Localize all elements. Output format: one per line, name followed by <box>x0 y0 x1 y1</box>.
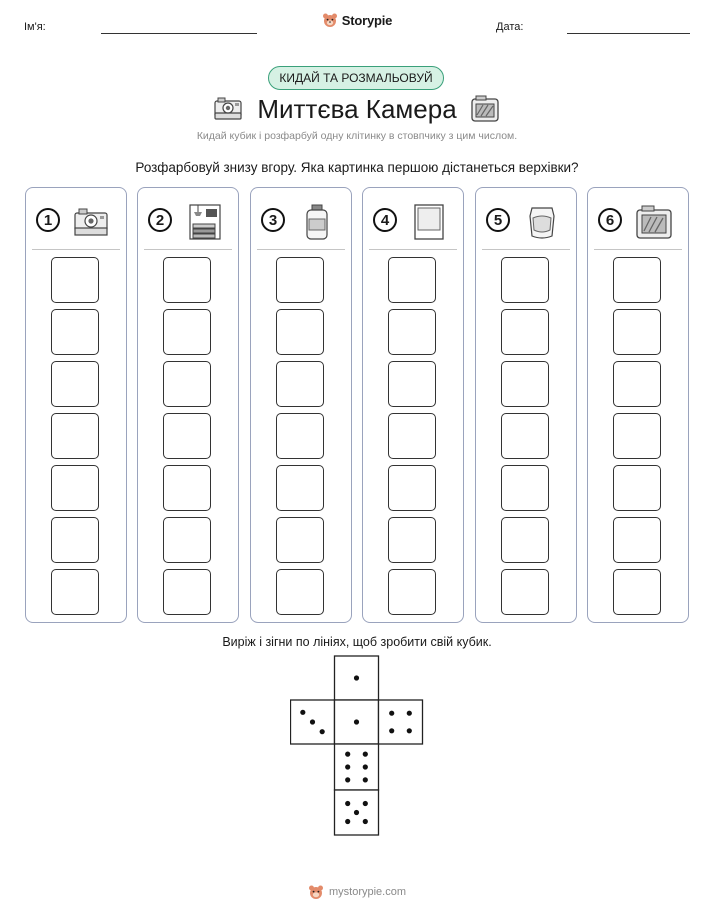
date-label: Дата: <box>496 21 524 33</box>
color-cell[interactable] <box>163 361 211 407</box>
column-5 <box>475 187 577 623</box>
column-3 <box>250 187 352 623</box>
die-pip <box>407 728 412 733</box>
color-cell[interactable] <box>501 465 549 511</box>
die-pip <box>363 777 368 782</box>
color-cell[interactable] <box>51 517 99 563</box>
instant-photo-icon <box>409 204 449 240</box>
date-line <box>567 33 690 34</box>
color-cell[interactable] <box>501 361 549 407</box>
column-number: 3 <box>261 208 285 232</box>
color-cell[interactable] <box>388 309 436 355</box>
color-cell[interactable] <box>51 361 99 407</box>
bear-face-icon <box>322 12 338 28</box>
column-divider <box>369 249 457 250</box>
column-header <box>486 204 568 238</box>
column-4 <box>362 187 464 623</box>
color-cell[interactable] <box>163 465 211 511</box>
column-divider <box>144 249 232 250</box>
die-pip <box>363 764 368 769</box>
cut-instruction: Виріж і зігни по лініях, щоб зробити свій кубик. <box>222 635 492 649</box>
color-cell[interactable] <box>276 413 324 459</box>
color-cell[interactable] <box>501 413 549 459</box>
color-cell[interactable] <box>163 257 211 303</box>
column-number: 1 <box>36 208 60 232</box>
instant-camera-icon <box>72 204 112 240</box>
column-header <box>598 204 680 238</box>
footer-site: mystorypie.com <box>328 886 407 898</box>
column-divider <box>257 249 345 250</box>
color-cell[interactable] <box>388 569 436 615</box>
color-cell[interactable] <box>613 465 661 511</box>
color-cell[interactable] <box>501 569 549 615</box>
die-face-right <box>379 700 423 744</box>
color-cell[interactable] <box>163 569 211 615</box>
color-cell[interactable] <box>163 309 211 355</box>
column-1 <box>25 187 127 623</box>
column-number: 4 <box>373 208 397 232</box>
color-cell[interactable] <box>388 257 436 303</box>
die-pip <box>345 801 350 806</box>
die-face-lower <box>335 744 379 790</box>
color-cell[interactable] <box>613 361 661 407</box>
column-6 <box>587 187 689 623</box>
column-number: 5 <box>486 208 510 232</box>
activity-badge: КИДАЙ ТА РОЗМАЛЬОВУЙ <box>268 66 444 90</box>
page-title: Миттєва Камера <box>257 93 457 124</box>
column-header <box>36 204 118 238</box>
color-cell[interactable] <box>388 517 436 563</box>
bear-face-icon <box>308 884 324 900</box>
color-cell[interactable] <box>613 257 661 303</box>
column-divider <box>594 249 682 250</box>
color-cell[interactable] <box>276 569 324 615</box>
color-cell[interactable] <box>613 569 661 615</box>
die-pip <box>310 719 315 724</box>
footer <box>0 884 714 900</box>
color-cell[interactable] <box>388 413 436 459</box>
color-cell[interactable] <box>51 413 99 459</box>
column-header <box>148 204 230 238</box>
bottle-icon <box>297 204 337 240</box>
color-cell[interactable] <box>276 517 324 563</box>
color-cell[interactable] <box>388 465 436 511</box>
color-cell[interactable] <box>276 309 324 355</box>
instant-camera-icon <box>213 95 245 123</box>
column-header <box>261 204 343 238</box>
die-pip <box>363 801 368 806</box>
die-pip <box>389 728 394 733</box>
film-pouch-icon <box>522 204 562 240</box>
color-cell[interactable] <box>163 413 211 459</box>
color-cell[interactable] <box>388 361 436 407</box>
color-cell[interactable] <box>276 465 324 511</box>
color-cell[interactable] <box>51 569 99 615</box>
column-divider <box>482 249 570 250</box>
photo-development-icon <box>184 204 224 240</box>
camera-back-icon <box>469 94 501 124</box>
die-pip <box>407 711 412 716</box>
column-number: 2 <box>148 208 172 232</box>
die-pip <box>354 675 359 680</box>
die-net <box>290 655 425 837</box>
color-cell[interactable] <box>613 517 661 563</box>
column-2 <box>137 187 239 623</box>
title-row <box>0 92 714 126</box>
die-pip <box>345 752 350 757</box>
die-pip <box>345 819 350 824</box>
instruction: Розфарбовуй знизу вгору. Яка картинка першою дістанеться верхівки? <box>135 160 579 175</box>
color-cell[interactable] <box>51 465 99 511</box>
color-cell[interactable] <box>163 517 211 563</box>
color-cell[interactable] <box>276 361 324 407</box>
name-label: Ім'я: <box>24 21 46 33</box>
die-pip <box>300 710 305 715</box>
die-pip <box>354 810 359 815</box>
brand-logo <box>0 12 714 28</box>
color-cell[interactable] <box>51 309 99 355</box>
color-cell[interactable] <box>613 413 661 459</box>
column-header <box>373 204 455 238</box>
camera-back-icon <box>634 204 674 240</box>
brand-name: Storypie <box>341 12 393 28</box>
name-line <box>101 33 257 34</box>
die-pip <box>363 819 368 824</box>
die-pip <box>345 777 350 782</box>
color-cell[interactable] <box>613 309 661 355</box>
die-pip <box>389 711 394 716</box>
subtitle: Кидай кубик і розфарбуй одну клітинку в стовпчику з цим числом. <box>196 130 518 142</box>
die-pip <box>363 752 368 757</box>
color-cell[interactable] <box>501 257 549 303</box>
color-cell[interactable] <box>501 309 549 355</box>
column-divider <box>32 249 120 250</box>
die-pip <box>354 719 359 724</box>
column-number: 6 <box>598 208 622 232</box>
color-cell[interactable] <box>276 257 324 303</box>
die-pip <box>320 729 325 734</box>
color-cell[interactable] <box>501 517 549 563</box>
color-cell[interactable] <box>51 257 99 303</box>
die-pip <box>345 764 350 769</box>
